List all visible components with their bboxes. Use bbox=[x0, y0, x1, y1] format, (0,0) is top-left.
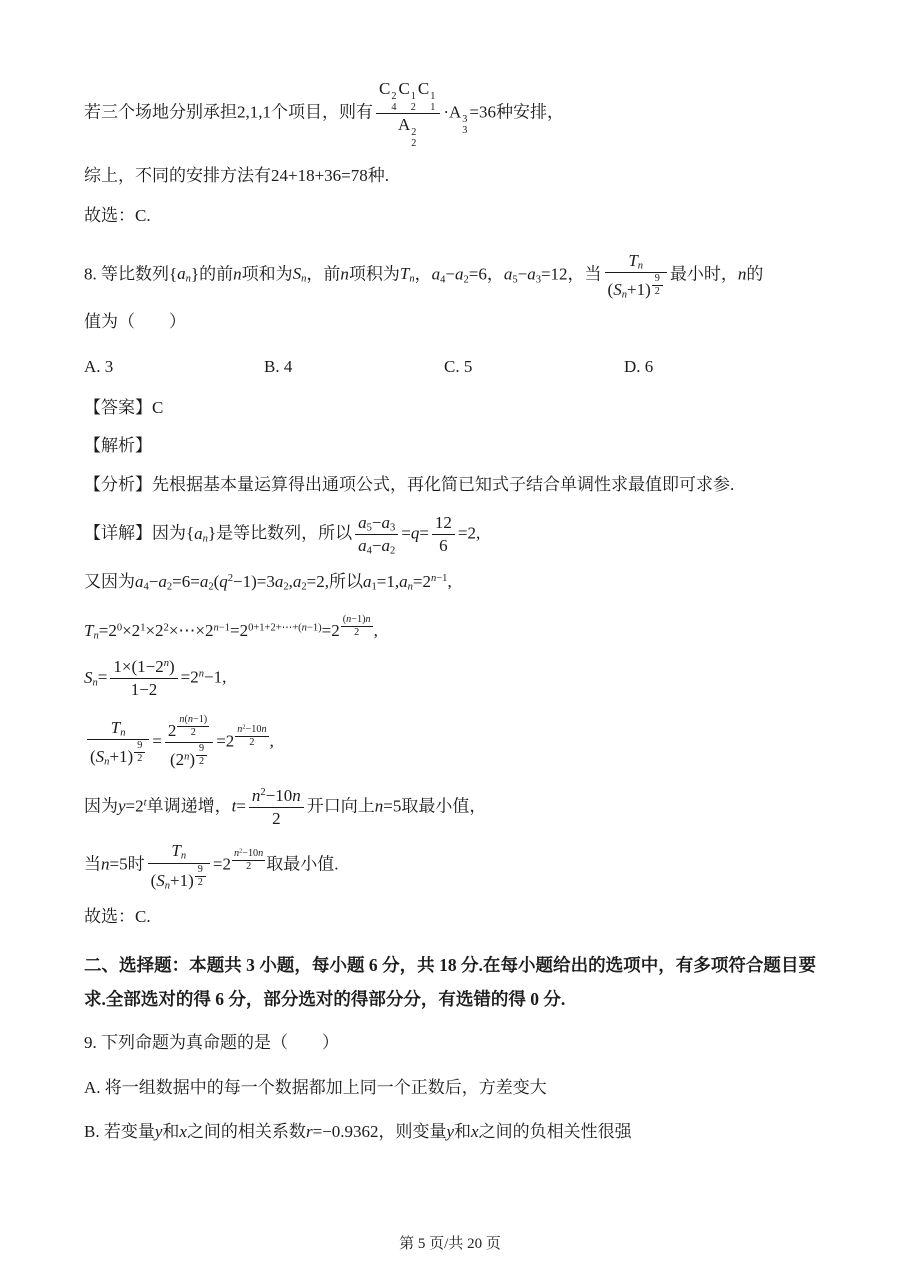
q8-options-row bbox=[84, 354, 816, 380]
q8-detail-line-2: 又因为$a_4-a_2=6=a_2(q^2-1)=3a_2,a_2=2$,所以$a_1=1,a_n=2^{n-1}$, bbox=[84, 572, 452, 594]
q9-option-a: A. 将一组数据中的每一个数据都加上同一个正数后，方差变大 bbox=[84, 1077, 547, 1097]
q8-detail-line-6: 因为$y=2^t$单调递增，t= $\frac{n^2-10n}{2}$ 开口向上n=5取最小值， bbox=[84, 786, 487, 829]
q8-detail-line-4: $S_n=$ $\frac{1\times(1-2^n)}{1-2}$ $=2^n-1$, bbox=[84, 657, 227, 700]
q7-solution-case3-line: 若三个场地分别承担2,1,1个项目，则有 C 2 4 C 1 2 C 1 1 A 2 2 ·A 3 3 =36种安排， bbox=[84, 79, 564, 149]
q8-option-b: B. 4 bbox=[264, 356, 293, 376]
q8-detail-line-5: $T_n$ $(S_n+1)$ $^{\frac{9}{2}}$ = 2 $^{\frac{n(n-1)}{2}}$ (2$^n$) $^{\frac{9}{2}}$ =2 $^{\frac{n^2-10n}{2}}$ , bbox=[84, 714, 816, 772]
q8-detail-line-3: $T_n=2^0\times 2^1\times 2^2\times\cdots\times 2^{n-1}=2^{0+1+2+\cdots+(n-1)}=2$ $^{\frac{(n-1)n}{2}}$ , bbox=[84, 613, 378, 642]
q8-choice-line: 故选：C. bbox=[84, 906, 151, 926]
q8-stem-line1: 8. 等比数列$\{a_n\}$的前n项和为$S_n$，前n项积为$T_n$，$a_4-a_2=6$，$a_5-a_3=12$，当 $T_n$ $(S_n+1)$ $^{\frac{9}{2}}$ 最小时，n的 bbox=[84, 250, 764, 301]
q8-fenxi-line: 【分析】先根据基本量运算得出通项公式，再化简已知式子结合单调性求最值即可求参. bbox=[84, 474, 735, 494]
q9-stem: 9. 下列命题为真命题的是（ ） bbox=[84, 1033, 339, 1053]
q8-option-d: D. 6 bbox=[624, 356, 654, 376]
q9-option-b: B. 若变量y和x之间的相关系数r=−0.9362，则变量y和x之间的负相关性很强 bbox=[84, 1122, 632, 1142]
q8-option-c: C. 5 bbox=[444, 356, 473, 376]
q8-detail-line-1: 【详解】因为$\{a_n\}$是等比数列，所以 $\frac{a_5-a_3}{a_4-a_2}$ =q= $\frac{12}{6}$ =2, bbox=[84, 513, 481, 557]
q7-answer-line: 故选：C. bbox=[84, 206, 151, 226]
q7-solution-summary-line: 综上，不同的安排方法有24+18+36=78种. bbox=[84, 166, 390, 186]
q8-jiexi-label: 【解析】 bbox=[84, 436, 152, 456]
section2-heading: 二、选择题：本题共 3 小题，每小题 6 分，共 18 分.在每小题给出的选项中，有多项符合题目要求.全部选对的得 6 分，部分选对的得部分分，有选错的得 0 分. bbox=[84, 955, 816, 1010]
page-footer: 第 5 页/共 20 页 bbox=[399, 1236, 501, 1252]
q8-option-a: A. 3 bbox=[84, 356, 114, 376]
q8-detail-line-7: 当n=5时 $T_n$ $(S_n+1)$ $^{\frac{9}{2}}$ =2 $^{\frac{n^2-10n}{2}}$ 取最小值. bbox=[84, 841, 339, 892]
q8-answer-line: 【答案】C bbox=[84, 398, 164, 418]
q8-stem-line2: 值为（ ） bbox=[84, 312, 186, 332]
